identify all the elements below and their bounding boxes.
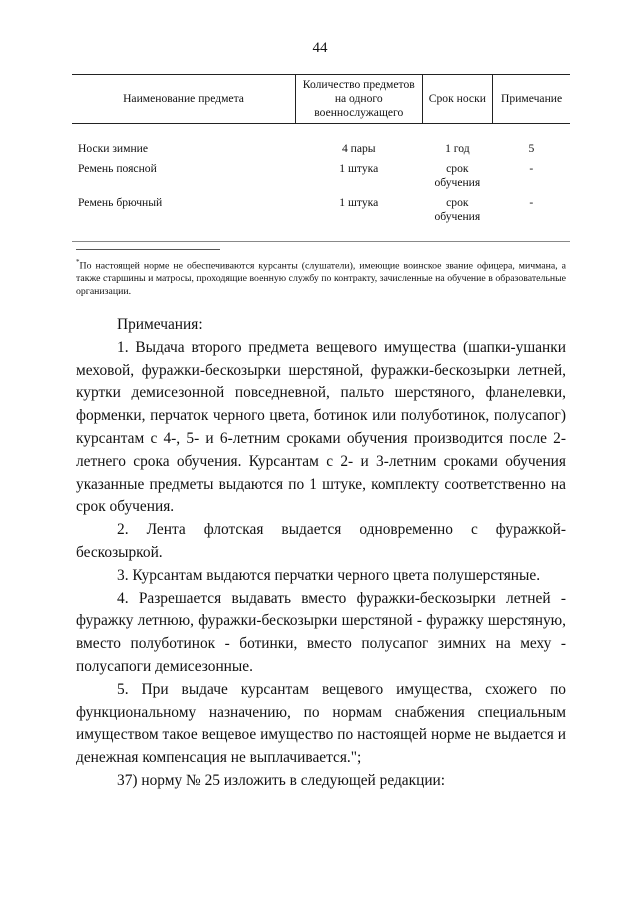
header-quantity: Количество предметов на одного военнослужащего [296,75,423,124]
table-bottom-rule [72,241,570,242]
table-row [72,124,570,157]
footnote [76,256,566,298]
cell-quantity: 4 пары [341,142,376,155]
note-paragraph: 1. Выдача второго предмета вещевого имущества (шапки-ушанки меховой, фуражки-бескозырки шерстяной, фуражки-бескозырки летней, куртки демисезонной повседневной, пальто шерстяного, фланелевки, форменки, перчаток черного цвета, ботинок или полуботинок, полусапог) курсантам с 4-, 5- и 6-летним сроками обучения производится после 2-летнего срока обучения. Курсантам с 2- и 3-летним сроками обучения указанные предметы выдаются по 1 штуке, комплекту соответственно на срок обучения. [76,338,566,516]
cell-wear-term: срок обучения [434,162,481,189]
table-row [72,156,570,190]
header-note: Примечание [493,75,570,124]
cell-note: 5 [528,142,535,155]
table-row [72,190,570,224]
cell-note: - [529,196,534,209]
notes-section [76,314,566,793]
footnote-separator [76,249,220,250]
cell-item-name: Ремень поясной [78,162,157,175]
note-paragraph: 2. Лента флотская выдается одновременно с фуражкой-бескозыркой. [76,521,566,561]
cell-quantity: 1 штука [339,162,379,175]
note-paragraph: 5. При выдаче курсантам вещевого имущества, схожего по функциональному назначению, по нормам снабжения специальным имуществом такое вещевое имущество по настоящей норме не выдается и денежная компенсация не выплачивается."; [76,680,566,767]
footnote-marker: * [76,258,80,266]
footnote-text: По настоящей норме не обеспечиваются курсанты (слушатели), имеющие воинское звание офицера, мичмана, а также старшины и матросы, проходящие военную службу по контракту, зачисленные на обучение в образовательные организации. [76,260,566,298]
closing-paragraph: 37) норму № 25 изложить в следующей редакции: [117,771,446,789]
table-header-row [72,75,570,124]
notes-heading: Примечания: [117,316,203,333]
page-number: 44 [312,40,328,56]
note-paragraph: 4. Разрешается выдавать вместо фуражки-бескозырки летней - фуражку летнюю, фуражки-бескозырки шерстяной - фуражку шерстяную, вместо полуботинок - ботинки, вместо полусапог зимних на меху - полусапоги демисезонные. [76,589,566,675]
header-wear-term: Срок носки [422,75,493,124]
header-item-name: Наименование предмета [72,75,296,124]
cell-wear-term: срок обучения [434,196,481,223]
cell-item-name: Ремень брючный [78,196,163,209]
cell-note: - [529,162,534,175]
note-paragraph: 3. Курсантам выдаются перчатки черного цвета полушерстяные. [117,566,541,584]
norm-table [72,74,570,224]
cell-item-name: Носки зимние [78,142,149,155]
cell-quantity: 1 штука [339,196,379,209]
cell-wear-term: 1 год [445,142,470,155]
